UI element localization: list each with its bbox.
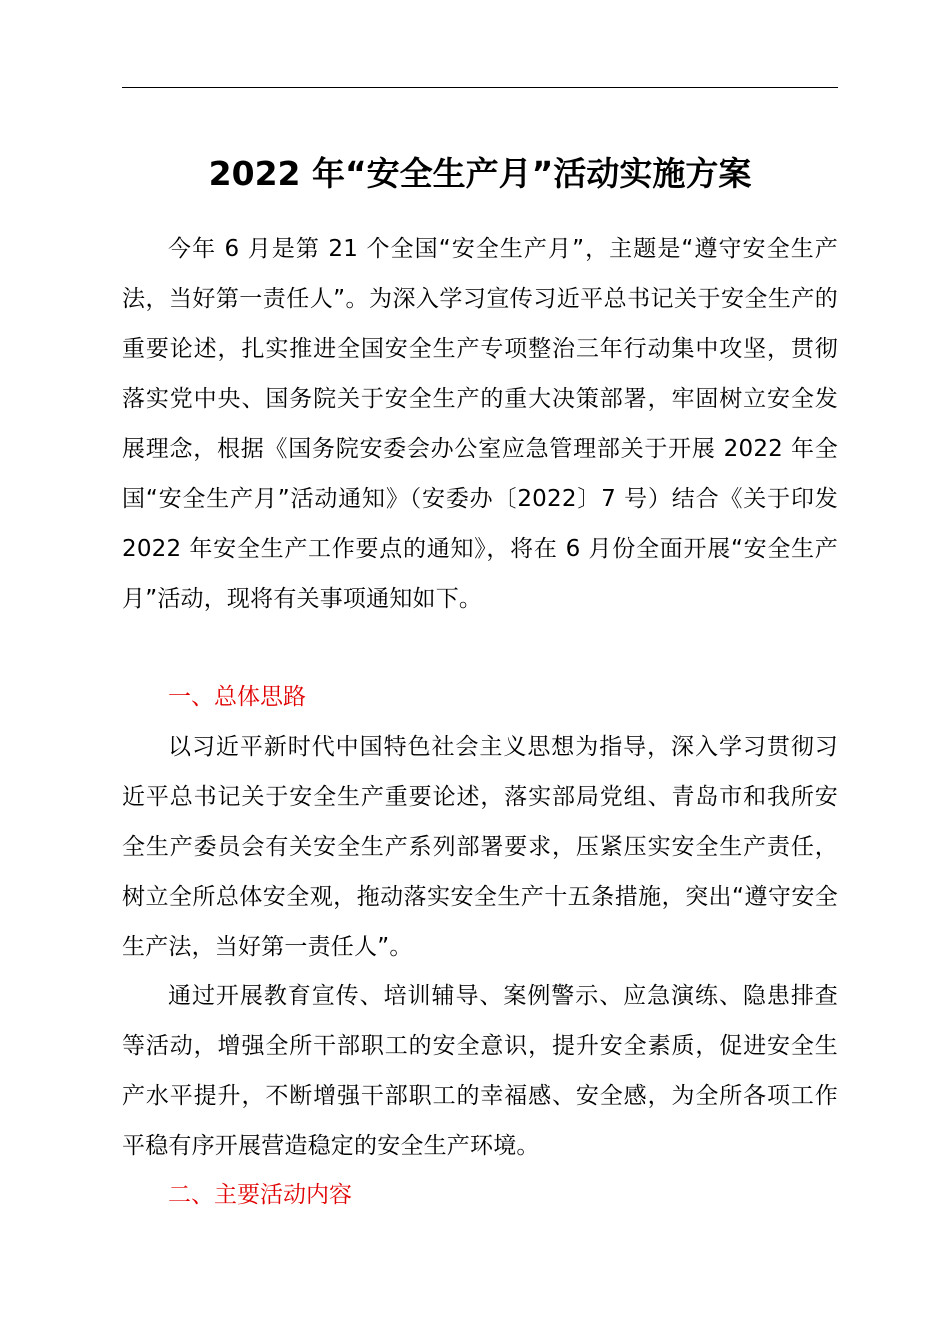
intro-paragraph: 今年 6 月是第 21 个全国“安全生产月”，主题是“遵守安全生产法，当好第一责任人”。为深入学习宣传习近平总书记关于安全生产的重要论述，扎实推进全国安全生产专项整治三年行动集中攻坚，贯彻落实党中央、国务院关于安全生产的重大决策部署，牢固树立安全发展理念，根据《国务院安委会办公室应急管理部关于开展 2022 年全国“安全生产月”活动通知》（安委办〔2022〕7 号）结合《关于印发 2022 年安全生产工作要点的通知》，将在 6 月份全面开展“安全生产月”活动，现将有关事项通知如下。	[122, 236, 838, 612]
overall-approach-paragraph: 以习近平新时代中国特色社会主义思想为指导，深入学习贯彻习近平总书记关于安全生产重要论述，落实部局党组、青岛市和我所安全生产委员会有关安全生产系列部署要求，压紧压实安全生产责任，树立全所总体安全观，拖动落实安全生产十五条措施，突出“遵守安全生产法，当好第一责任人”。	[122, 734, 838, 960]
page-title: 2022 年“安全生产月”活动实施方案	[208, 154, 752, 193]
section-heading-main-activities: 二、主要活动内容	[168, 1182, 352, 1208]
header-rule	[122, 87, 838, 88]
section-heading-overall-approach: 一、总体思路	[168, 684, 306, 710]
goals-paragraph: 通过开展教育宣传、培训辅导、案例警示、应急演练、隐患排查等活动，增强全所干部职工的安全意识，提升安全素质，促进安全生产水平提升，不断增强干部职工的幸福感、安全感，为全所各项工作平稳有序开展营造稳定的安全生产环境。	[122, 983, 838, 1159]
